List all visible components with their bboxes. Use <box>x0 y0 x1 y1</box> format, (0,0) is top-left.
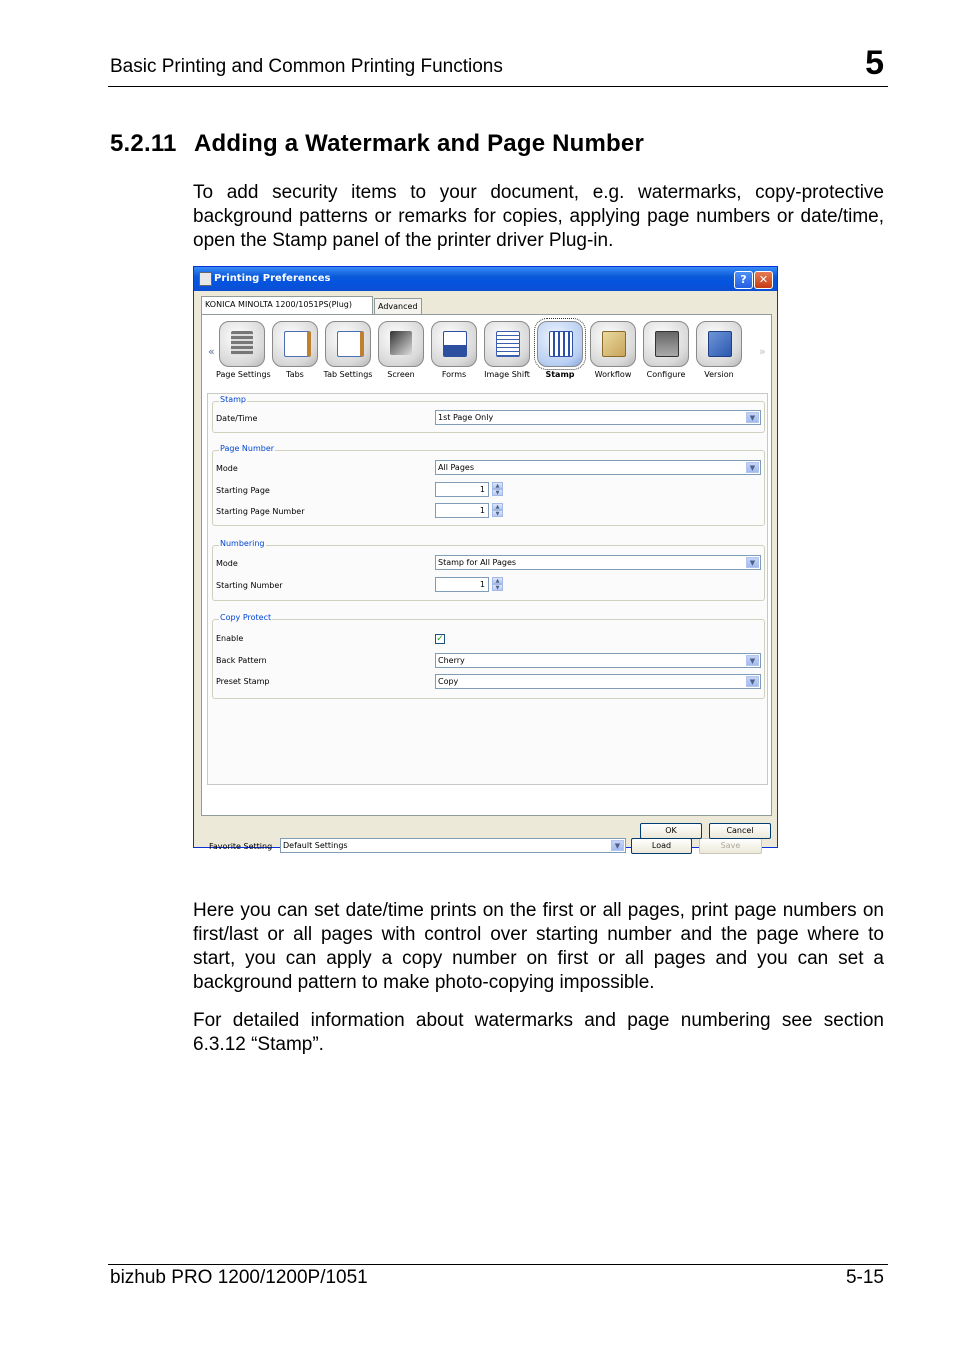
group-title: Page Number <box>220 444 275 453</box>
icon-label: Stamp <box>545 370 575 379</box>
down-arrow-icon[interactable]: ▼ <box>492 489 503 496</box>
starting-number-stepper[interactable] <box>492 577 503 592</box>
icon-label: Image Shift <box>484 370 530 379</box>
preset-stamp-label: Preset Stamp <box>216 677 270 686</box>
enable-label: Enable <box>216 634 244 643</box>
scroll-left-icon[interactable]: « <box>208 345 215 358</box>
numbering-group <box>212 539 765 601</box>
intro-paragraph: To add security items to your document, e.g. watermarks, copy-protective background patterns or remarks for copies, applying page numbers or date/time, open the Stamp panel of the printer driver Plug-in. <box>193 182 884 251</box>
chapter-number: 5 <box>865 44 884 82</box>
select-value: Copy <box>438 677 459 686</box>
starting-page-number-label: Starting Page Number <box>216 507 305 516</box>
configure-button[interactable] <box>640 321 692 379</box>
starting-page-input[interactable] <box>435 482 489 497</box>
numbering-mode-select[interactable] <box>435 555 761 570</box>
tab-settings-button[interactable] <box>322 321 374 379</box>
header-rule <box>108 86 888 87</box>
starting-page-stepper[interactable] <box>492 482 503 497</box>
select-value: Default Settings <box>283 841 348 850</box>
page-settings-button[interactable] <box>216 321 271 379</box>
date-time-label: Date/Time <box>216 414 258 423</box>
chevron-down-icon[interactable]: ▼ <box>746 557 759 568</box>
printing-preferences-dialog <box>193 266 778 851</box>
date-time-select[interactable] <box>435 410 761 425</box>
group-title: Numbering <box>220 539 265 548</box>
tabs-icon <box>284 331 311 357</box>
cancel-button[interactable]: Cancel <box>709 823 771 839</box>
icon-label: Forms <box>441 370 467 379</box>
tab-plug[interactable]: KONICA MINOLTA 1200/1051PS(Plug) <box>201 296 373 315</box>
save-button[interactable]: Save <box>699 838 762 854</box>
footer-product: bizhub PRO 1200/1200P/1051 <box>110 1267 368 1288</box>
up-arrow-icon[interactable]: ▲ <box>492 503 503 510</box>
group-title: Stamp <box>220 395 246 404</box>
close-button[interactable]: ✕ <box>754 271 773 289</box>
version-icon <box>708 331 732 357</box>
starting-number-label: Starting Number <box>216 581 283 590</box>
image-shift-icon <box>496 331 520 357</box>
page-number-group <box>212 444 765 526</box>
configure-icon <box>655 331 679 357</box>
stamp-icon <box>549 331 573 357</box>
page-number-mode-label: Mode <box>216 464 238 473</box>
load-button[interactable]: Load <box>631 838 692 854</box>
section-title: Adding a Watermark and Page Number <box>194 130 645 157</box>
icon-label: Configure <box>646 370 686 379</box>
page-settings-icon <box>231 331 253 355</box>
starting-page-label: Starting Page <box>216 486 270 495</box>
favorite-setting-label: Favorite Setting <box>209 842 273 851</box>
help-button[interactable]: ? <box>734 271 753 289</box>
ok-button[interactable]: OK <box>640 823 702 839</box>
chevron-down-icon[interactable]: ▼ <box>746 462 759 473</box>
scroll-right-icon[interactable]: » <box>759 345 766 358</box>
function-icon-bar <box>202 319 771 389</box>
spin-value: 1 <box>479 506 485 515</box>
starting-page-number-input[interactable] <box>435 503 489 518</box>
stamp-settings-area <box>207 393 768 785</box>
tabs-button[interactable] <box>269 321 321 379</box>
image-shift-button[interactable] <box>481 321 533 379</box>
icon-label: Version <box>704 370 734 379</box>
icon-label: Workflow <box>594 370 632 379</box>
printer-icon <box>199 272 212 286</box>
tab-settings-icon <box>337 331 364 357</box>
starting-number-input[interactable] <box>435 577 489 592</box>
down-arrow-icon[interactable]: ▼ <box>492 510 503 517</box>
spin-value: 1 <box>479 580 485 589</box>
icon-label: Tabs <box>286 370 304 379</box>
select-value: 1st Page Only <box>438 413 494 422</box>
favorite-setting-select[interactable] <box>280 838 626 853</box>
select-value: Cherry <box>438 656 465 665</box>
select-value: All Pages <box>438 463 474 472</box>
icon-label: Page Settings <box>216 370 271 379</box>
numbering-mode-label: Mode <box>216 559 238 568</box>
chevron-down-icon[interactable]: ▼ <box>746 676 759 687</box>
starting-page-number-stepper[interactable] <box>492 503 503 518</box>
forms-button[interactable] <box>428 321 480 379</box>
workflow-icon <box>602 331 626 357</box>
chevron-down-icon[interactable]: ▼ <box>746 412 759 423</box>
workflow-button[interactable] <box>587 321 639 379</box>
group-title: Copy Protect <box>220 613 272 622</box>
running-header: Basic Printing and Common Printing Functions <box>110 56 503 77</box>
footer-rule <box>108 1264 888 1265</box>
stamp-button[interactable] <box>534 321 586 379</box>
dialog-title-bar <box>194 267 777 291</box>
up-arrow-icon[interactable]: ▲ <box>492 577 503 584</box>
chevron-down-icon[interactable]: ▼ <box>611 840 624 851</box>
body-paragraph-1: Here you can set date/time prints on the first or all pages, print page numbers on first/last or all pages with control over starting number and the page where to start, you can apply a copy number on first or all pages and you can set a background pattern to make photo-copying impossible. <box>193 900 884 993</box>
select-value: Stamp for All Pages <box>438 558 517 567</box>
tab-advanced[interactable]: Advanced <box>374 298 422 315</box>
screen-icon <box>390 331 412 355</box>
dialog-title: Printing Preferences <box>214 273 331 284</box>
copy-protect-group <box>212 613 765 699</box>
icon-label: Tab Settings <box>323 370 373 379</box>
stamp-group <box>212 395 765 433</box>
page-number-mode-select[interactable] <box>435 460 761 475</box>
body-paragraph-2: For detailed information about watermarks and page numbering see section 6.3.12 “Stamp”. <box>193 1010 884 1055</box>
forms-icon <box>443 331 467 357</box>
footer-page-number: 5-15 <box>845 1267 884 1288</box>
chevron-down-icon[interactable]: ▼ <box>746 655 759 666</box>
version-button[interactable] <box>693 321 745 379</box>
up-arrow-icon[interactable]: ▲ <box>492 482 503 489</box>
icon-label: Screen <box>387 370 415 379</box>
back-pattern-select[interactable] <box>435 653 761 668</box>
down-arrow-icon[interactable]: ▼ <box>492 584 503 591</box>
screen-button[interactable] <box>375 321 427 379</box>
preset-stamp-select[interactable] <box>435 674 761 689</box>
section-number: 5.2.11 <box>110 130 177 157</box>
section-heading <box>110 130 644 158</box>
spin-value: 1 <box>479 485 485 494</box>
back-pattern-label: Back Pattern <box>216 656 267 665</box>
enable-checkbox[interactable]: ✓ <box>436 634 444 644</box>
